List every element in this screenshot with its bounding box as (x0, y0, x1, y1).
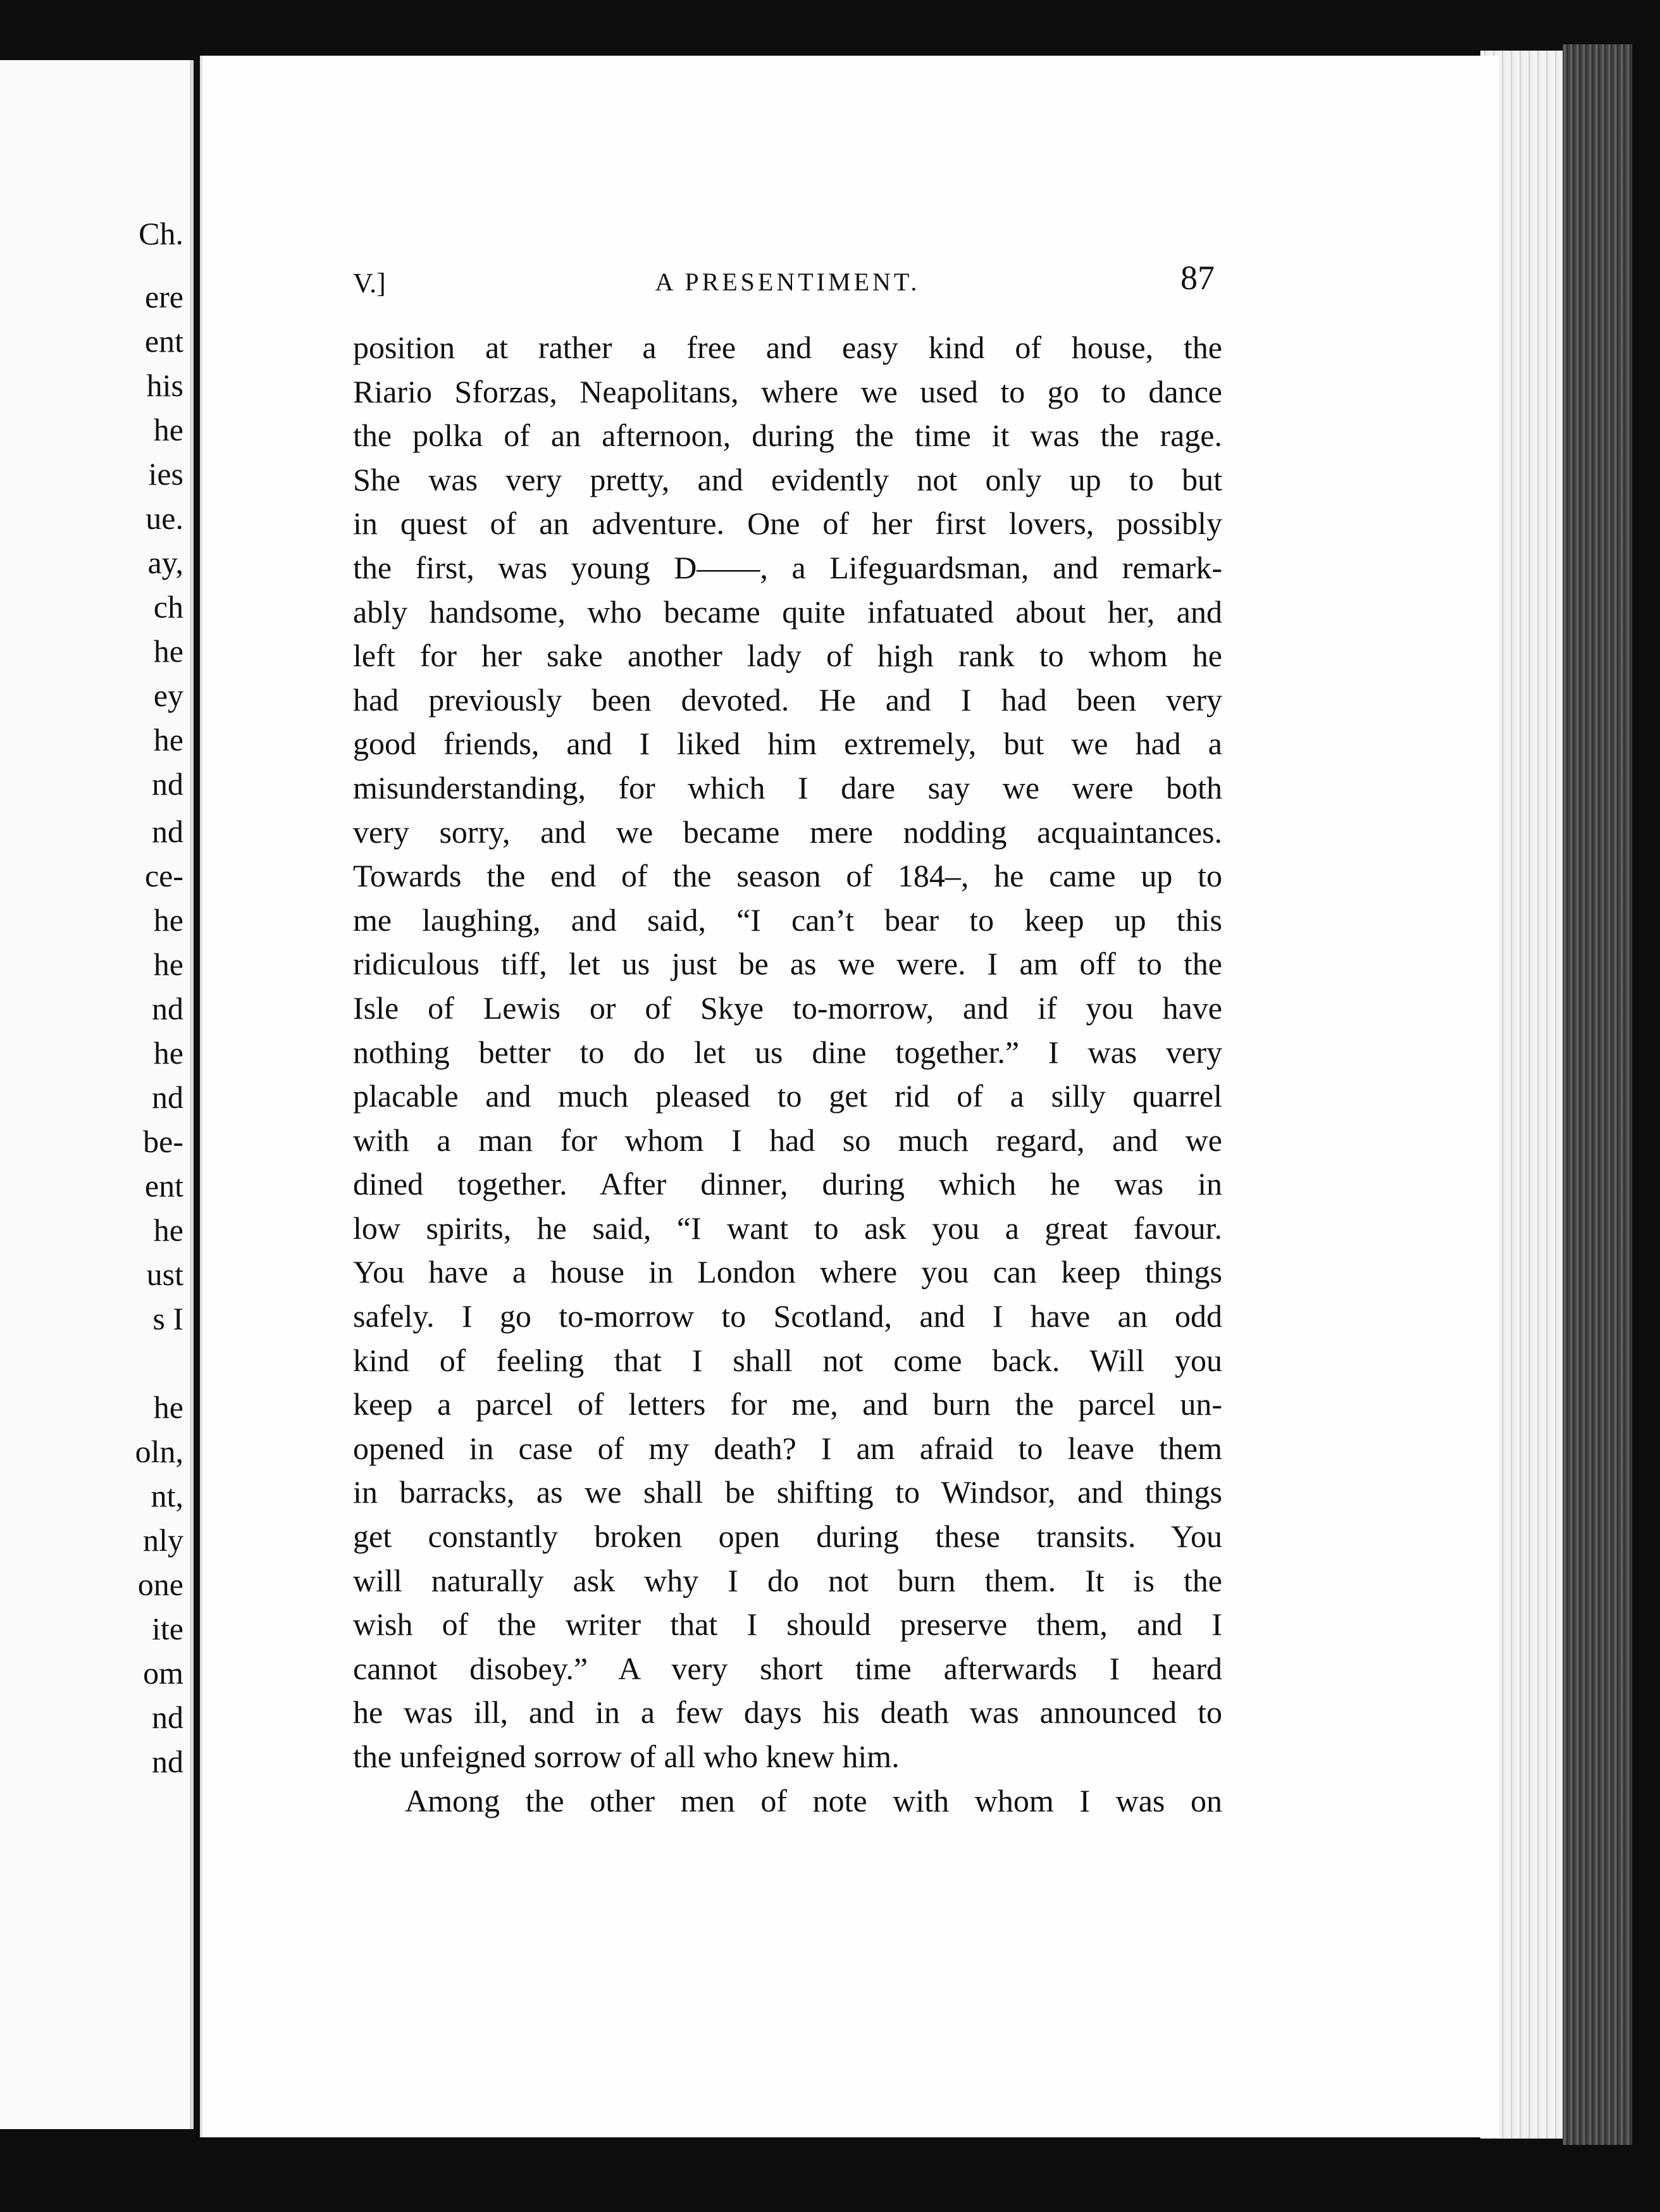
left-page-fragment: nd (152, 766, 183, 802)
left-page-fragment: ust (146, 1257, 183, 1292)
left-page-fragment: ent (144, 1168, 183, 1203)
text-line: dined together. After dinner, during which he was in (353, 1166, 1222, 1202)
text-line: had previously been devoted. He and I had been very (353, 681, 1222, 718)
left-page-fragment: ce- (144, 858, 183, 893)
left-page-fragment: ies (148, 456, 183, 492)
left-page-fragment: nd (152, 1699, 183, 1735)
text-line: ridiculous tiff, let us just be as we were. I am off to the (353, 946, 1222, 982)
left-page-fragment: om (143, 1655, 183, 1691)
left-page-fragment: he (153, 1212, 183, 1248)
left-page-fragment: oln, (135, 1434, 183, 1469)
text-line: with a man for whom I had so much regard, and we (353, 1122, 1222, 1158)
left-page-fragment: one (137, 1567, 183, 1602)
left-page-fragment: nt, (151, 1478, 183, 1513)
text-line: nothing better to do let us dine together.” I was very (353, 1034, 1222, 1070)
text-line: in barracks, as we shall be shifting to Windsor, and things (353, 1474, 1222, 1510)
left-page-fragment: ay, (147, 545, 183, 580)
left-page-fragment: he (153, 1035, 183, 1071)
text-line: the polka of an afternoon, during the time it was the rage. (353, 418, 1222, 454)
book-fore-edge (1563, 44, 1632, 2145)
text-line: kind of feeling that I shall not come back. Will you (353, 1342, 1222, 1378)
body-text (353, 326, 1222, 1823)
text-line: ably handsome, who became quite infatuated about her, and (353, 593, 1222, 630)
left-page-fragment: ent (144, 323, 183, 359)
text-line: will naturally ask why I do not burn them. It is the (353, 1562, 1222, 1598)
text-line: safely. I go to-morrow to Scotland, and I have an odd (353, 1298, 1222, 1334)
page-number: 87 (1180, 259, 1215, 297)
text-line: Riario Sforzas, Neapolitans, where we used to go to dance (353, 373, 1222, 409)
left-page-fragment: ey (153, 678, 183, 713)
text-line: left for her sake another lady of high rank to whom he (353, 638, 1222, 674)
left-page-fragment: Ch. (139, 216, 183, 251)
text-line: misunderstanding, for which I dare say we were both (353, 769, 1222, 805)
left-page-fragment: nd (152, 1079, 183, 1115)
left-page-fragment: he (153, 902, 183, 938)
text-line: very sorry, and we became mere nodding acquaintances. (353, 814, 1222, 850)
text-line: Among the other men of note with whom I was on (405, 1782, 1222, 1818)
text-line: She was very pretty, and evidently not only up to but (353, 461, 1222, 497)
text-line: Towards the end of the season of 184–, he came up to (353, 858, 1222, 894)
left-page-fragment: ere (144, 279, 183, 314)
text-line: the first, was young D——, a Lifeguardsman, and remark- (353, 549, 1222, 585)
left-page-fragment: he (153, 947, 183, 982)
left-page-fragment: ite (152, 1611, 183, 1646)
text-line: he was ill, and in a few days his death was announced to (353, 1694, 1222, 1730)
text-line: cannot disobey.” A very short time afterwards I heard (353, 1650, 1222, 1686)
text-line: in quest of an adventure. One of her first lovers, possibly (353, 506, 1222, 542)
left-page-fragment: ue. (146, 500, 183, 536)
text-line: placable and much pleased to get rid of a silly quarrel (353, 1078, 1222, 1114)
chapter-marker: V.] (353, 268, 386, 299)
left-page-fragment: s I (152, 1301, 183, 1336)
text-line: position at rather a free and easy kind of house, the (353, 330, 1222, 365)
text-line: Isle of Lewis or of Skye to-morrow, and if you have (353, 990, 1222, 1026)
left-page (0, 60, 194, 2129)
left-page-fragment: nly (143, 1522, 183, 1558)
text-line: me laughing, and said, “I can’t bear to keep up this (353, 902, 1222, 938)
text-line: You have a house in London where you can keep things (353, 1254, 1222, 1290)
left-page-fragment: nd (152, 1744, 183, 1779)
chapter-title: A PRESENTIMENT. (655, 268, 920, 296)
text-line: keep a parcel of letters for me, and burn the parcel un- (353, 1386, 1222, 1422)
text-line: the unfeigned sorrow of all who knew him. (353, 1739, 900, 1774)
left-page-fragment: he (153, 722, 183, 757)
text-line: wish of the writer that I should preserve them, and I (353, 1606, 1222, 1643)
left-page-fragment: his (146, 368, 183, 403)
text-line: opened in case of my death? I am afraid to leave them (353, 1430, 1222, 1466)
left-page-fragment: he (153, 412, 183, 447)
text-line: get constantly broken open during these transits. You (353, 1519, 1222, 1555)
text-line: good friends, and I liked him extremely, but we had a (353, 726, 1222, 762)
left-page-fragment: he (153, 1389, 183, 1425)
left-page-fragment: be- (143, 1124, 183, 1159)
left-page-fragment: nd (152, 991, 183, 1026)
left-page-fragment: ch (153, 589, 183, 624)
left-page-fragment: nd (152, 814, 183, 849)
left-page-fragment: he (153, 633, 183, 669)
text-line: low spirits, he said, “I want to ask you a great favour. (353, 1210, 1222, 1246)
running-head (353, 258, 1222, 309)
